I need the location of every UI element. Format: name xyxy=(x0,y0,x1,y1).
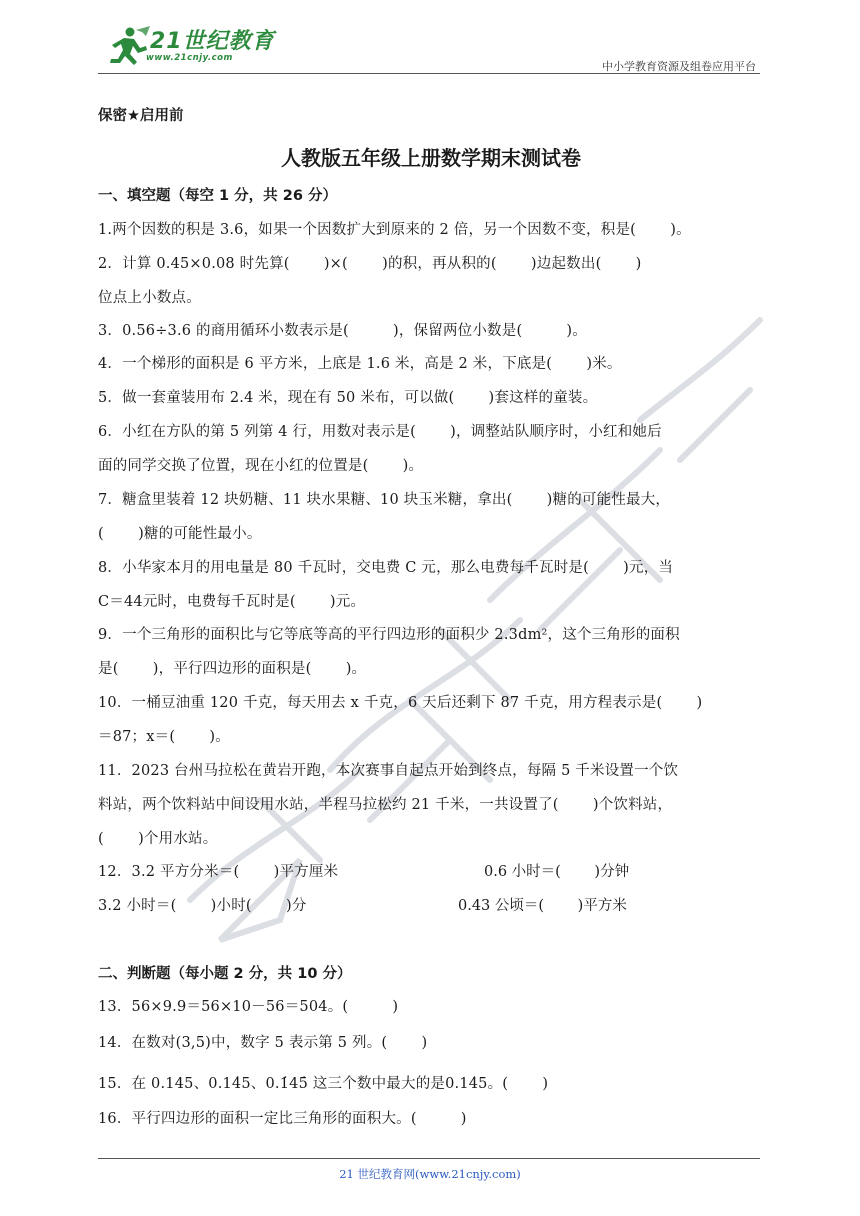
question-16: 16．平行四边形的面积一定比三角形的面积大。( ) xyxy=(98,1111,467,1127)
question-13: 13．56×9.9＝56×10－56＝504。( ) xyxy=(98,999,399,1015)
question-8-line-2: C＝44元时，电费每千瓦时是( )元。 xyxy=(98,594,366,610)
logo-text: 21世纪教育 xyxy=(150,29,275,54)
question-12-item-d: 0.43 公顷＝( )平方米 xyxy=(458,898,627,914)
question-10-line-1: 10．一桶豆油重 120 千克，每天用去 x 千克，6 天后还剩下 87 千克，用方程表示是( ) xyxy=(98,695,703,711)
footer-divider xyxy=(98,1158,760,1159)
question-12-item-c: 3.2 小时＝( )小时( )分 xyxy=(98,898,307,914)
question-6-line-2: 面的同学交换了位置，现在小红的位置是( )。 xyxy=(98,458,424,474)
question-9-line-2: 是( )，平行四边形的面积是( )。 xyxy=(98,661,367,677)
question-5: 5．做一套童装用布 2.4 米，现在有 50 米布，可以做( )套这样的童装。 xyxy=(98,390,598,406)
question-11-line-1: 11．2023 台州马拉松在黄岩开跑，本次赛事自起点开始到终点，每隔 5 千米设置一个饮 xyxy=(98,763,679,779)
question-9-line-1: 9．一个三角形的面积比与它等底等高的平行四边形的面积少 2.3dm²，这个三角形的面积 xyxy=(98,627,680,643)
platform-tagline: 中小学教育资源及组卷应用平台 xyxy=(602,60,756,73)
footer-link[interactable]: 21 世纪教育网(www.21cnjy.com) xyxy=(339,1167,521,1181)
header-divider xyxy=(98,73,760,74)
page-header xyxy=(98,18,760,76)
question-1: 1.两个因数的积是 3.6，如果一个因数扩大到原来的 2 倍，另一个因数不变，积是( )。 xyxy=(98,222,691,238)
section-heading-fill-blank: 一、填空题（每空 1 分，共 26 分） xyxy=(98,188,337,204)
question-3: 3．0.56÷3.6 的商用循环小数表示是( )，保留两位小数是( )。 xyxy=(98,323,587,339)
question-12-item-a: 12．3.2 平方分米＝( )平方厘米 xyxy=(98,864,339,880)
section-heading-true-false: 二、判断题（每小题 2 分，共 10 分） xyxy=(98,966,352,982)
question-7-line-2: ( )糖的可能性最小。 xyxy=(98,526,262,542)
question-2-line-2: 位点上小数点。 xyxy=(98,290,201,306)
question-4: 4．一个梯形的面积是 6 平方米，上底是 1.6 米，高是 2 米，下底是( )米。 xyxy=(98,356,622,372)
question-14: 14．在数对(3,5)中，数字 5 表示第 5 列。( ) xyxy=(98,1035,428,1051)
logo-url: www.21cnjy.com xyxy=(146,53,233,63)
exam-title: 人教版五年级上册数学期末测试卷 xyxy=(281,146,581,170)
site-logo[interactable] xyxy=(106,24,286,70)
question-10-line-2: ＝87；x＝( )。 xyxy=(98,729,230,745)
question-7-line-1: 7．糖盒里装着 12 块奶糖、11 块水果糖、10 块玉米糖，拿出( )糖的可能性最大， xyxy=(98,492,671,508)
question-11-line-3: ( )个用水站。 xyxy=(98,831,218,847)
question-15: 15．在 0.145、0.14̇5、0.1̇45̇ 这三个数中最大的是0.14̇5。( ) xyxy=(98,1076,549,1092)
question-8-line-1: 8．小华家本月的用电量是 80 千瓦时，交电费 C 元，那么电费每千瓦时是( )元，当 xyxy=(98,560,674,576)
question-12-item-b: 0.6 小时＝( )分钟 xyxy=(484,864,630,880)
question-11-line-2: 料站，两个饮料站中间设用水站，半程马拉松约 21 千米，一共设置了( )个饮料站， xyxy=(98,797,673,813)
question-2-line-1: 2．计算 0.45×0.08 时先算( )×( )的积，再从积的( )边起数出( ) xyxy=(98,256,642,272)
confidential-label: 保密★启用前 xyxy=(98,108,184,124)
question-6-line-1: 6．小红在方队的第 5 列第 4 行，用数对表示是( )，调整站队顺序时，小红和她后 xyxy=(98,424,662,440)
